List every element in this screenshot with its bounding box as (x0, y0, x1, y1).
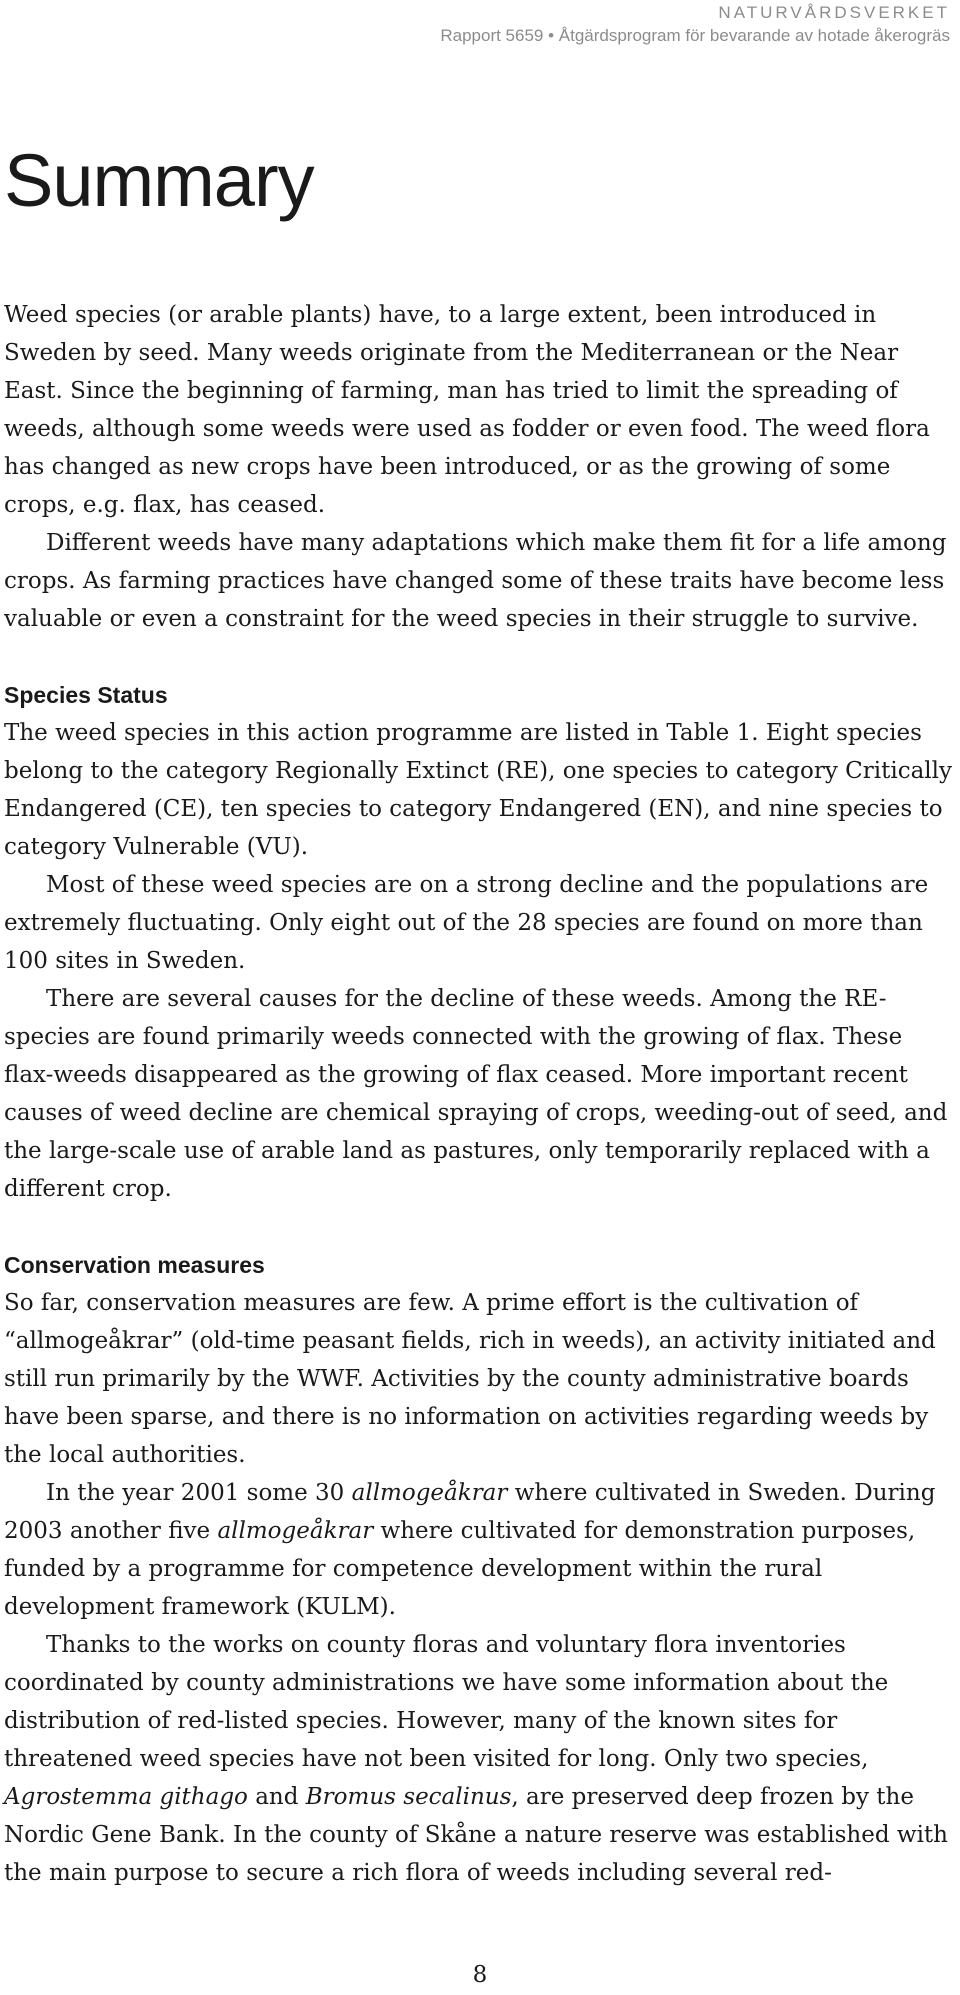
page-number: 8 (472, 1962, 488, 1988)
body-text (4, 296, 954, 1892)
conservation-paragraph-2 (4, 1474, 954, 1626)
italic-term: allmogeåkrar (351, 1480, 508, 1506)
header-organization: NATURVÅRDSVERKET (718, 3, 950, 22)
species-status-paragraph-3: There are several causes for the decline of these weeds. Among the RE-species are found primarily weeds connected with the growing of flax. These flax-weeds disappeared as the growing of flax ceased. More important recent causes of weed decline are chemical spraying of crops, weeding-out of seed, and the large-scale use of arable land as pastures, only temporarily replaced with a different crop. (4, 986, 948, 1202)
text-run: where cultivated for demonstration purposes, funded by a programme for competence development within the rural development framework (KULM). (4, 1518, 916, 1620)
text-run: , are preserved deep frozen by the Nordic Gene Bank. In the county of Skåne a nature reserve was established with the main purpose to secure a rich flora of weeds including several red- (4, 1784, 948, 1886)
running-header (440, 2, 950, 48)
intro-paragraph-1: Weed species (or arable plants) have, to a large extent, been introduced in Sweden by seed. Many weeds originate from the Mediterranean or the Near East. Since the beginning of farming, man has tried to limit the spreading of weeds, although some weeds were used as fodder or even food. The weed flora has changed as new crops have been introduced, or as the growing of some crops, e.g. flax, has ceased. (4, 302, 930, 518)
conservation-paragraph-1: So far, conservation measures are few. A prime effort is the cultivation of “allmogeåkrar” (old-time peasant fields, rich in weeds), an activity initiated and still run primarily by the WWF. Activities by the county administrative boards have been sparse, and there is no information on activities regarding weeds by the local authorities. (4, 1290, 936, 1468)
text-run: In the year 2001 some 30 (46, 1480, 352, 1506)
text-run: Thanks to the works on county floras and voluntary flora inventories coordinated by county administrations we have some information about the distribution of red-listed species. However, many of the known sites for threatened weed species have not been visited for long. Only two species, (4, 1632, 889, 1772)
header-report-title: Rapport 5659 • Åtgärdsprogram för bevarande av hotade åkerogräs (440, 26, 950, 45)
species-status-paragraph-1: The weed species in this action programme are listed in Table 1. Eight species belong to the category Regionally Extinct (RE), one species to category Critically Endangered (CE), ten species to category Endangered (EN), and nine species to category Vulnerable (VU). (4, 720, 953, 860)
conservation-heading: Conservation measures (4, 1252, 265, 1278)
species-status-heading: Species Status (4, 682, 168, 708)
intro-paragraph-2: Different weeds have many adaptations which make them fit for a life among crops. As farming practices have changed some of these traits have become less valuable or even a constraint for the weed species in their struggle to survive. (4, 530, 947, 632)
conservation-paragraph-3 (4, 1626, 954, 1892)
page-title: Summary (4, 139, 314, 222)
species-name: Agrostemma githago (4, 1784, 248, 1810)
section-gap (4, 1208, 954, 1246)
species-name: Bromus secalinus (305, 1784, 512, 1810)
text-run: and (247, 1784, 306, 1810)
text-run: where cultivated in Sweden. During 2003 another five (4, 1480, 936, 1544)
section-gap (4, 638, 954, 676)
italic-term: allmogeåkrar (217, 1518, 374, 1544)
species-status-paragraph-2: Most of these weed species are on a strong decline and the populations are extremely fluctuating. Only eight out of the 28 species are found on more than 100 sites in Sweden. (4, 872, 929, 974)
